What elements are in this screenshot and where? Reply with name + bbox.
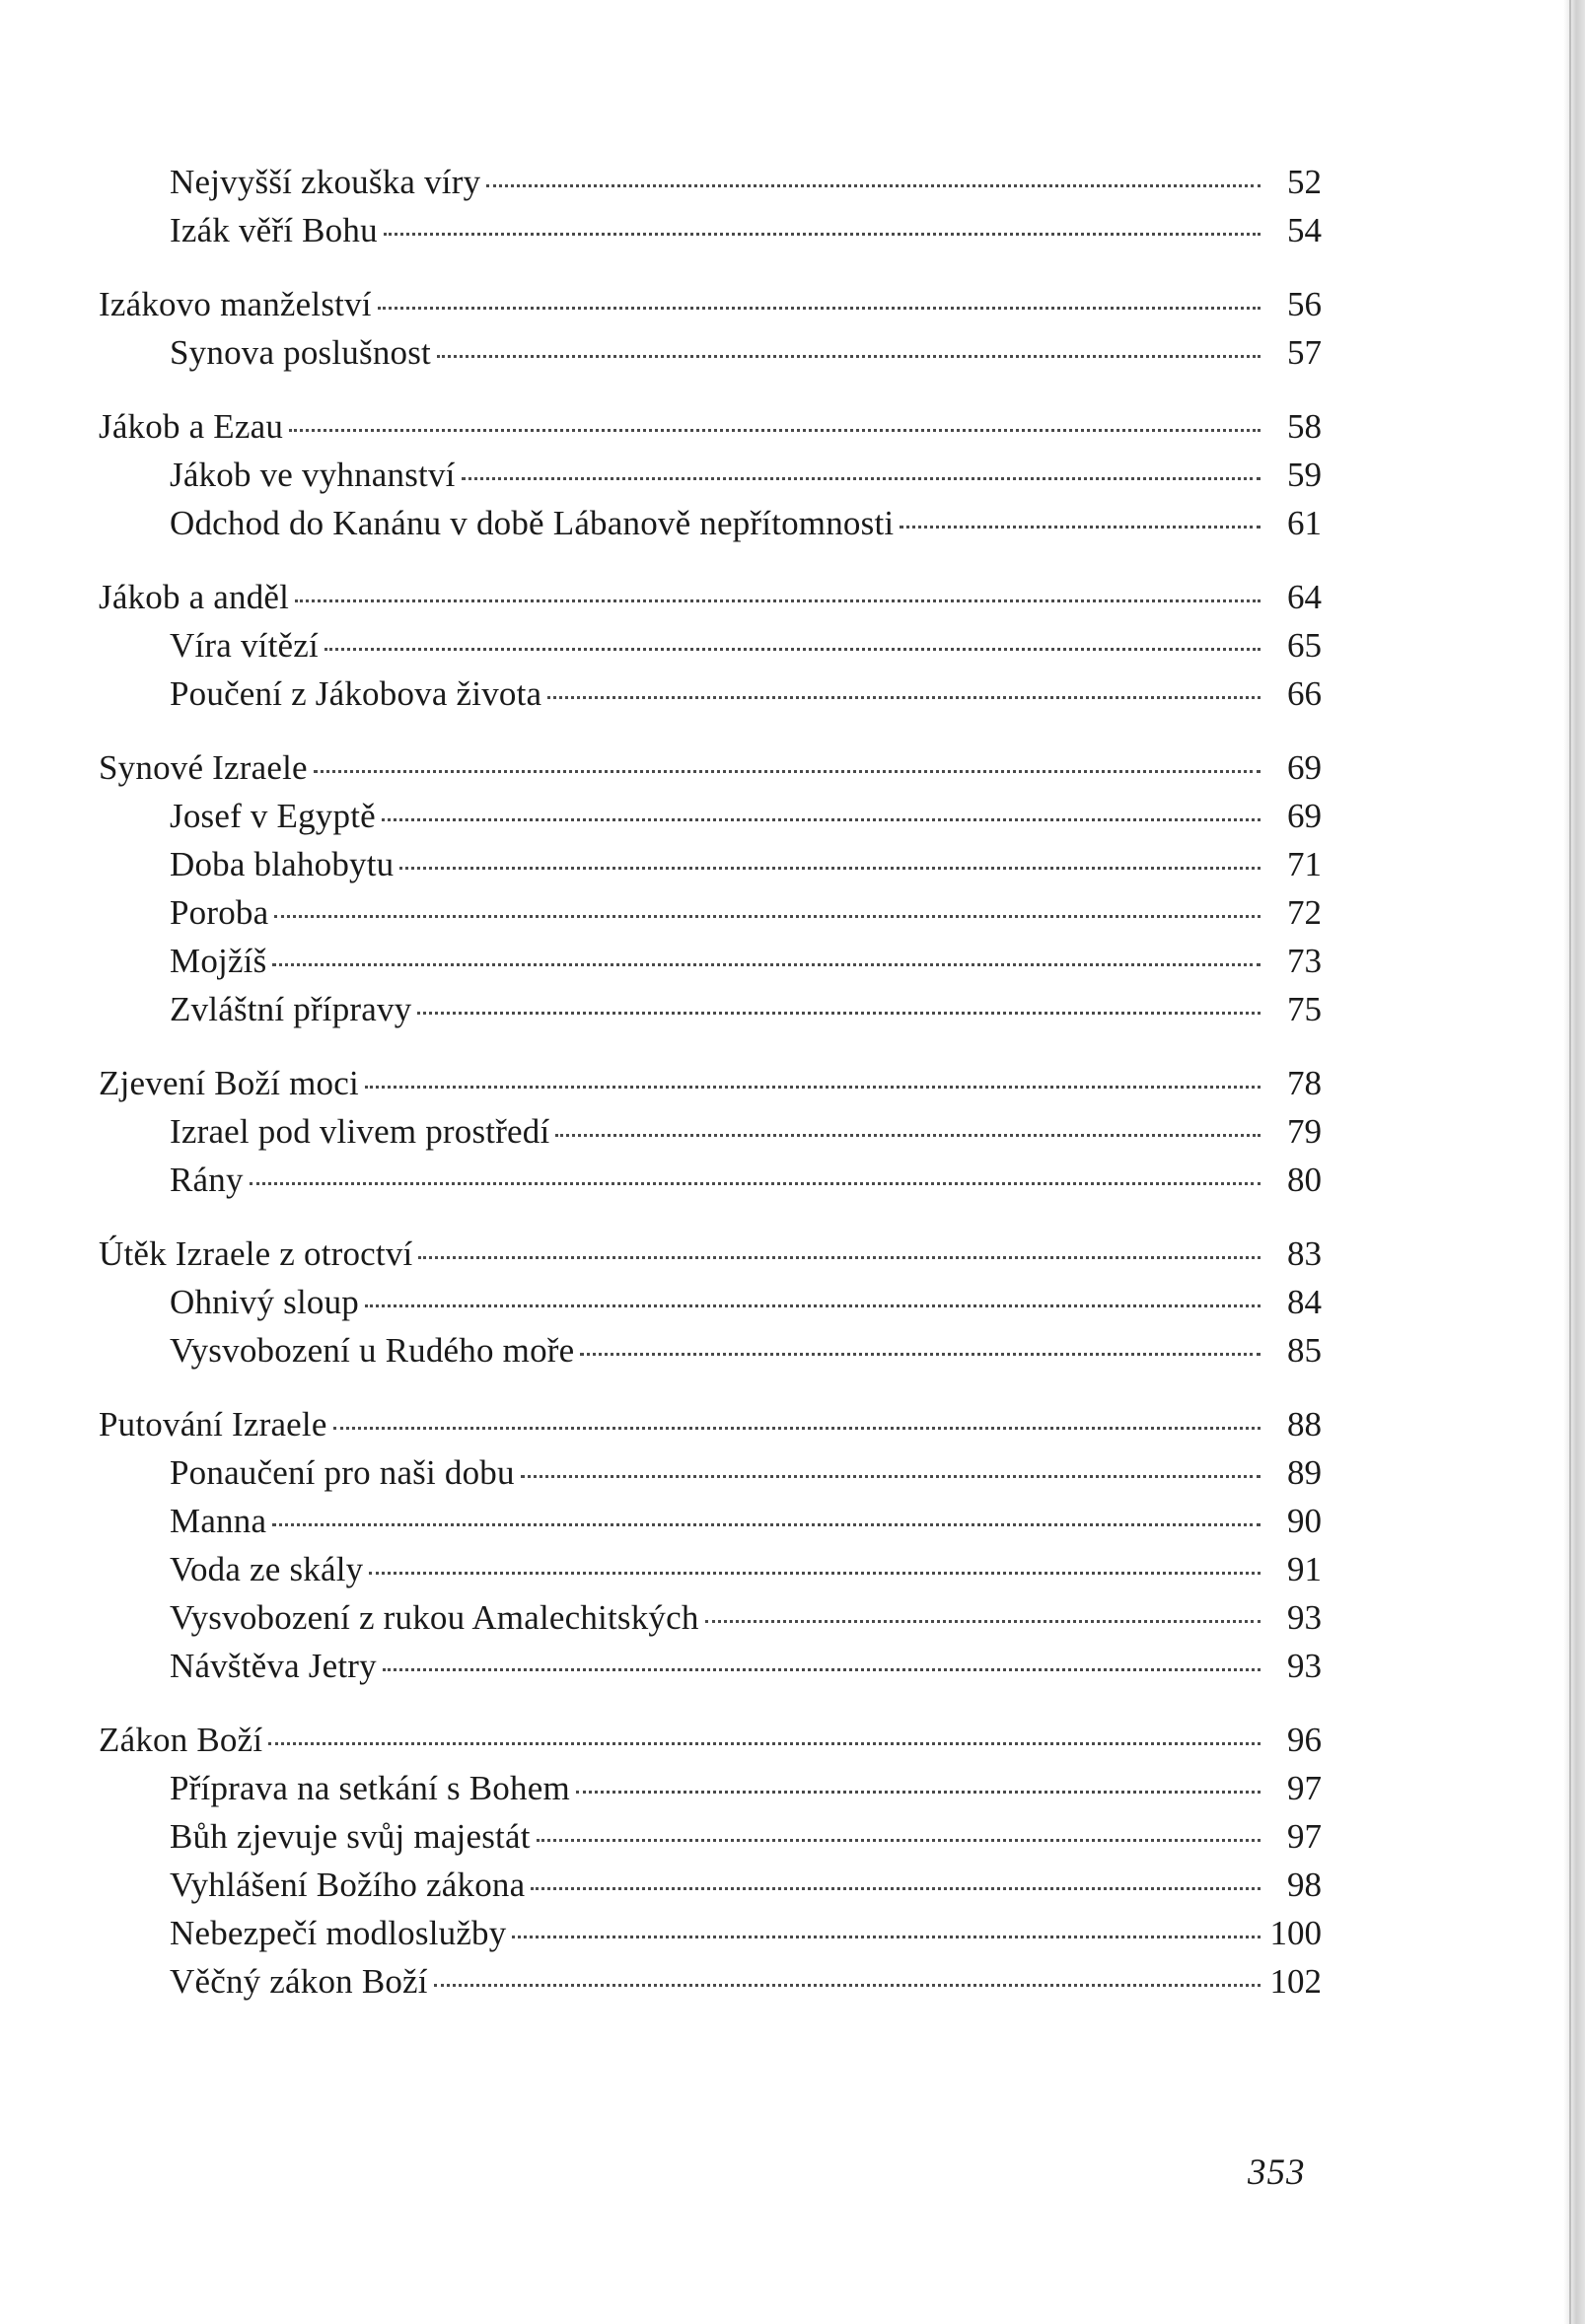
toc-subentry <box>99 937 1322 985</box>
dot-leader <box>333 1427 1261 1430</box>
page-edge-line <box>1569 0 1571 2324</box>
toc-entry <box>99 743 1322 792</box>
toc-subentry <box>99 985 1322 1033</box>
toc-entry-page: 98 <box>1287 1866 1322 1904</box>
toc-entry-title: Izák věří Bohu <box>170 211 378 249</box>
toc-section <box>99 1230 1322 1374</box>
toc-subentry <box>99 1642 1322 1690</box>
toc-entry-title: Voda ze skály <box>170 1550 364 1588</box>
toc-entry-page: 57 <box>1287 333 1322 372</box>
dot-leader <box>268 1742 1261 1745</box>
toc-entry-title: Izákovo manželství <box>99 285 372 323</box>
toc-subentry <box>99 1957 1322 2006</box>
toc-entry-page: 88 <box>1287 1405 1322 1444</box>
dot-leader <box>384 233 1261 236</box>
dot-leader <box>382 818 1261 821</box>
toc-entry-page: 58 <box>1287 407 1322 446</box>
toc-entry-page: 65 <box>1287 626 1322 665</box>
toc-entry-title: Rány <box>170 1161 244 1199</box>
toc-entry-page: 85 <box>1287 1331 1322 1370</box>
dot-leader <box>399 867 1261 870</box>
toc-section <box>99 280 1322 377</box>
toc-entry-page: 75 <box>1287 990 1322 1028</box>
dot-leader <box>365 1086 1261 1089</box>
toc-subentry <box>99 1909 1322 1957</box>
toc-entry-title: Poroba <box>170 893 269 932</box>
toc-entry <box>99 402 1322 451</box>
toc-entry-title: Vyhlášení Božího zákona <box>170 1866 526 1904</box>
dot-leader <box>437 355 1261 358</box>
toc-subentry <box>99 1107 1322 1156</box>
dot-leader <box>383 1668 1261 1671</box>
dot-leader <box>417 1012 1261 1015</box>
toc-entry-page: 69 <box>1287 748 1322 787</box>
toc-subentry <box>99 1764 1322 1812</box>
table-of-contents <box>99 158 1322 2031</box>
toc-entry-page: 61 <box>1287 504 1322 542</box>
toc-entry-title: Vysvobození z rukou Amalechitských <box>170 1598 699 1637</box>
dot-leader <box>521 1475 1261 1478</box>
toc-entry-title: Doba blahobytu <box>170 845 395 883</box>
toc-section <box>99 402 1322 547</box>
toc-section <box>99 743 1322 1033</box>
toc-entry-page: 64 <box>1287 578 1322 616</box>
toc-subentry <box>99 1448 1322 1497</box>
toc-subentry <box>99 451 1322 499</box>
dot-leader <box>486 184 1261 187</box>
dot-leader <box>531 1887 1261 1890</box>
toc-subentry <box>99 206 1322 254</box>
toc-section <box>99 573 1322 718</box>
dot-leader <box>378 307 1261 310</box>
toc-entry-title: Zákon Boží <box>99 1721 263 1759</box>
dot-leader <box>369 1572 1261 1575</box>
toc-entry-title: Věčný zákon Boží <box>170 1962 428 2001</box>
toc-section <box>99 1716 1322 2006</box>
toc-subentry <box>99 1593 1322 1642</box>
toc-entry-page: 56 <box>1287 285 1322 323</box>
toc-entry-page: 96 <box>1287 1721 1322 1759</box>
dot-leader <box>462 477 1261 480</box>
toc-entry-page: 102 <box>1269 1962 1322 2001</box>
dot-leader <box>365 1304 1261 1307</box>
toc-entry-title: Jákob ve vyhnanství <box>170 456 456 494</box>
toc-entry-title: Mojžíš <box>170 942 267 980</box>
dot-leader <box>274 915 1261 918</box>
toc-entry-title: Izrael pod vlivem prostředí <box>170 1112 550 1151</box>
dot-leader <box>272 963 1261 966</box>
dot-leader <box>314 770 1261 773</box>
toc-entry-title: Návštěva Jetry <box>170 1647 377 1685</box>
toc-entry-page: 66 <box>1287 674 1322 713</box>
toc-entry-title: Zjevení Boží moci <box>99 1064 359 1102</box>
toc-entry-page: 79 <box>1287 1112 1322 1151</box>
toc-subentry <box>99 792 1322 840</box>
toc-entry-page: 73 <box>1287 942 1322 980</box>
dot-leader <box>295 599 1261 602</box>
toc-subentry <box>99 621 1322 669</box>
toc-entry-page: 89 <box>1287 1453 1322 1492</box>
toc-subentry <box>99 1278 1322 1326</box>
toc-entry-page: 93 <box>1287 1598 1322 1637</box>
toc-entry-page: 84 <box>1287 1283 1322 1321</box>
dot-leader <box>434 1984 1261 1987</box>
toc-entry <box>99 573 1322 621</box>
toc-entry-title: Nebezpečí modloslužby <box>170 1914 507 1952</box>
toc-entry-title: Ponaučení pro naši dobu <box>170 1453 515 1492</box>
toc-entry-page: 71 <box>1287 845 1322 883</box>
toc-entry <box>99 1716 1322 1764</box>
toc-entry-page: 83 <box>1287 1234 1322 1273</box>
dot-leader <box>272 1523 1261 1526</box>
toc-subentry <box>99 1156 1322 1204</box>
dot-leader <box>576 1791 1261 1794</box>
toc-entry-title: Synové Izraele <box>99 748 308 787</box>
toc-entry-title: Útěk Izraele z otroctví <box>99 1234 413 1273</box>
toc-entry-title: Josef v Egyptě <box>170 797 376 835</box>
toc-subentry <box>99 328 1322 377</box>
toc-entry-title: Putování Izraele <box>99 1405 327 1444</box>
toc-entry-page: 100 <box>1269 1914 1322 1952</box>
dot-leader <box>289 429 1261 432</box>
toc-entry-title: Nejvyšší zkouška víry <box>170 163 481 201</box>
toc-section <box>99 158 1322 254</box>
toc-entry-page: 72 <box>1287 893 1322 932</box>
toc-entry-title: Víra vítězí <box>170 626 319 665</box>
dot-leader <box>537 1839 1261 1842</box>
toc-subentry <box>99 669 1322 718</box>
toc-entry-title: Synova poslušnost <box>170 333 431 372</box>
toc-entry-page: 52 <box>1287 163 1322 201</box>
toc-entry-page: 80 <box>1287 1161 1322 1199</box>
dot-leader <box>418 1256 1261 1259</box>
toc-entry-title: Poučení z Jákobova života <box>170 674 542 713</box>
toc-subentry <box>99 840 1322 888</box>
dot-leader <box>547 696 1261 699</box>
toc-section <box>99 1400 1322 1690</box>
dot-leader <box>580 1353 1261 1356</box>
dot-leader <box>512 1936 1260 1938</box>
toc-entry-page: 93 <box>1287 1647 1322 1685</box>
toc-subentry <box>99 1861 1322 1909</box>
dot-leader <box>705 1620 1261 1623</box>
toc-entry-page: 54 <box>1287 211 1322 249</box>
toc-entry-title: Zvláštní přípravy <box>170 990 412 1028</box>
toc-entry-page: 97 <box>1287 1769 1322 1807</box>
toc-entry <box>99 1400 1322 1448</box>
toc-entry <box>99 1230 1322 1278</box>
page-number: 353 <box>1248 2152 1306 2193</box>
page-edge-shadow <box>1563 0 1585 2324</box>
toc-entry-title: Odchod do Kanánu v době Lábanově nepřítomnosti <box>170 504 895 542</box>
toc-entry <box>99 1059 1322 1107</box>
toc-entry-page: 69 <box>1287 797 1322 835</box>
toc-entry <box>99 280 1322 328</box>
toc-entry-page: 90 <box>1287 1502 1322 1540</box>
dot-leader <box>324 648 1261 651</box>
toc-section <box>99 1059 1322 1204</box>
dot-leader <box>555 1134 1261 1137</box>
toc-subentry <box>99 499 1322 547</box>
toc-subentry <box>99 1326 1322 1374</box>
toc-subentry <box>99 1497 1322 1545</box>
toc-subentry <box>99 158 1322 206</box>
toc-entry-title: Manna <box>170 1502 267 1540</box>
toc-entry-page: 91 <box>1287 1550 1322 1588</box>
toc-entry-title: Vysvobození u Rudého moře <box>170 1331 575 1370</box>
toc-entry-page: 97 <box>1287 1817 1322 1856</box>
toc-entry-title: Jákob a anděl <box>99 578 290 616</box>
dot-leader <box>250 1182 1261 1185</box>
toc-entry-title: Ohnivý sloup <box>170 1283 359 1321</box>
toc-subentry <box>99 1545 1322 1593</box>
toc-entry-title: Bůh zjevuje svůj majestát <box>170 1817 531 1856</box>
toc-entry-title: Příprava na setkání s Bohem <box>170 1769 570 1807</box>
toc-entry-page: 59 <box>1287 456 1322 494</box>
dot-leader <box>900 526 1261 528</box>
toc-entry-title: Jákob a Ezau <box>99 407 284 446</box>
toc-subentry <box>99 888 1322 937</box>
toc-subentry <box>99 1812 1322 1861</box>
toc-entry-page: 78 <box>1287 1064 1322 1102</box>
